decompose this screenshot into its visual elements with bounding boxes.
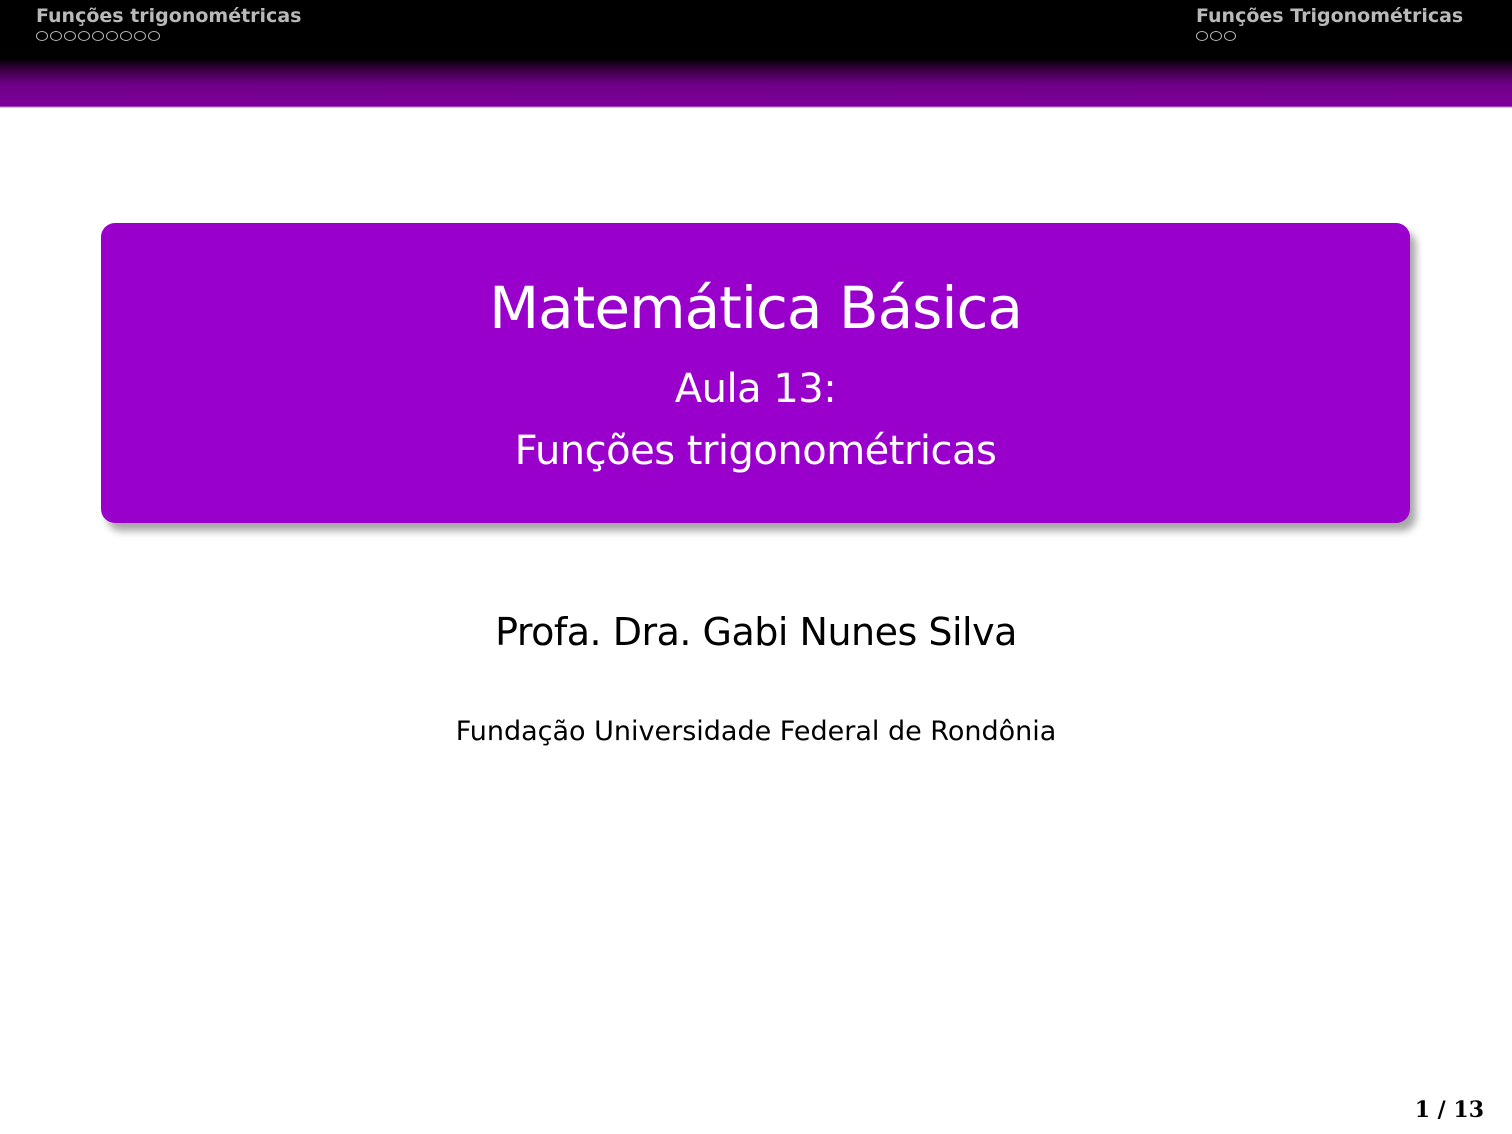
nav-section-right [1196,4,1463,41]
frame-nav-dot[interactable] [1224,31,1236,41]
nav-section-title-left[interactable]: Funções trigonométricas [36,5,302,27]
nav-section-title-right[interactable]: Funções Trigonométricas [1196,5,1464,27]
frame-nav-dot[interactable] [106,31,118,41]
frame-nav-dot[interactable] [1210,31,1222,41]
subtitle-topic: Funções trigonométricas [514,428,997,474]
frame-nav-dot[interactable] [148,31,160,41]
frame-nav-dot[interactable] [1196,31,1208,41]
frame-nav-dot[interactable] [36,31,48,41]
frame-nav-dot[interactable] [50,31,62,41]
institution-name: Fundação Universidade Federal de Rondônia [455,716,1057,747]
presentation-title: Matemática Básica [489,274,1022,342]
frame-nav-dot[interactable] [120,31,132,41]
author-name: Profa. Dra. Gabi Nunes Silva [495,610,1017,654]
frame-nav-dot[interactable] [78,31,90,41]
nav-frame-dots-left [36,31,301,41]
subtitle-lesson: Aula 13: [674,366,837,412]
header-bar [0,0,1512,108]
page-number: 1 / 13 [1414,1097,1484,1123]
nav-section-left [36,4,301,41]
frame-nav-dot[interactable] [92,31,104,41]
frame-nav-dot[interactable] [64,31,76,41]
title-block [101,223,1410,523]
nav-frame-dots-right [1196,31,1463,41]
frame-nav-dot[interactable] [134,31,146,41]
